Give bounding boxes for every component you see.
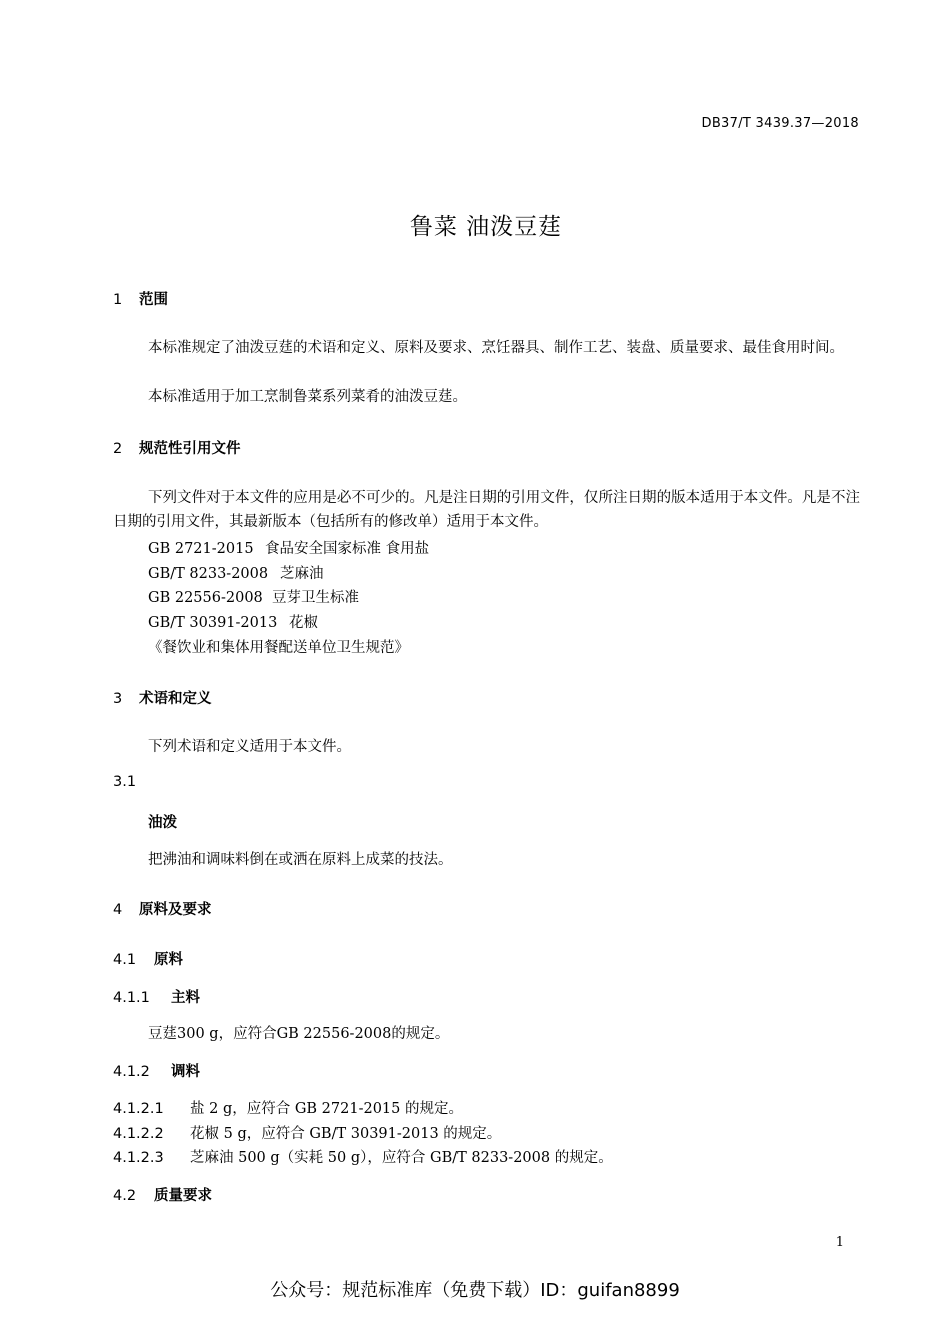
- section-3-number: 3: [113, 691, 123, 707]
- reference-item: [148, 586, 359, 607]
- section-3-heading: [113, 687, 212, 708]
- section-1-paragraph-1: 本标准规定了油泼豆莛的术语和定义、原料及要求、烹饪器具、制作工艺、装盘、质量要求、最佳食用时间。: [148, 340, 844, 356]
- section-4-number: 4: [113, 902, 123, 918]
- clause-4-1-heading: [113, 948, 183, 969]
- section-1-title: 范围: [139, 292, 168, 308]
- reference-name: 食品安全国家标准 食用盐: [265, 541, 430, 557]
- reference-item: [148, 537, 429, 558]
- clause-4-1-2-heading: [113, 1060, 200, 1081]
- section-4-title: 原料及要求: [139, 902, 212, 918]
- section-2-title: 规范性引用文件: [139, 441, 241, 457]
- reference-name: 豆芽卫生标准: [272, 590, 359, 606]
- clause-4-2-heading: [113, 1184, 212, 1205]
- term-definition: 把沸油和调味料倒在或洒在原料上成菜的技法。: [148, 852, 453, 868]
- reference-code: GB 2721-2015: [148, 541, 254, 557]
- reference-name: 芝麻油: [280, 566, 324, 582]
- section-1-number: 1: [113, 292, 123, 308]
- section-4-heading: [113, 898, 212, 919]
- section-2-paragraph-1: 下列文件对于本文件的应用是必不可少的。凡是注日期的引用文件，仅所注日期的版本适用于本文件。凡是不注日期的引用文件，其最新版本（包括所有的修改单）适用于本文件。: [113, 490, 860, 530]
- reference-code: GB/T 8233-2008: [148, 566, 269, 582]
- clause-4-1-2-number: 4.1.2: [113, 1064, 150, 1080]
- section-1-heading: [113, 288, 168, 309]
- reference-code: GB 22556-2008: [148, 590, 263, 606]
- clause-4-2-number: 4.2: [113, 1188, 137, 1204]
- clause-4-1-1-heading: [113, 986, 200, 1007]
- reference-item: [148, 562, 324, 583]
- seasoning-item-text: 花椒 5 g，应符合 GB/T 30391-2013 的规定。: [190, 1126, 502, 1142]
- section-2-number: 2: [113, 441, 123, 457]
- seasoning-item-number: 4.1.2.3: [113, 1150, 164, 1166]
- standard-code: DB37/T 3439.37—2018: [701, 116, 859, 131]
- seasoning-item: [113, 1146, 613, 1167]
- clause-4-1-1-title: 主料: [171, 990, 200, 1006]
- clause-4-1-2-title: 调料: [171, 1064, 200, 1080]
- term-name: 油泼: [148, 815, 177, 831]
- reference-item-regulation: 《餐饮业和集体用餐配送单位卫生规范》: [148, 640, 409, 656]
- page-number: 1: [835, 1235, 844, 1250]
- section-3-title: 术语和定义: [139, 691, 212, 707]
- seasoning-item-text: 盐 2 g，应符合 GB 2721-2015 的规定。: [190, 1101, 463, 1117]
- clause-4-1-1-number: 4.1.1: [113, 990, 150, 1006]
- term-number: 3.1: [113, 774, 137, 790]
- seasoning-item-text: 芝麻油 500 g（实耗 50 g），应符合 GB/T 8233-2008 的规定。: [190, 1150, 613, 1166]
- section-2-heading: [113, 437, 241, 458]
- seasoning-item-number: 4.1.2.1: [113, 1101, 164, 1117]
- footer-watermark: 公众号：规范标准库（免费下载）ID：guifan8899: [270, 1280, 680, 1301]
- clause-4-2-title: 质量要求: [154, 1188, 212, 1204]
- reference-name: 花椒: [289, 615, 318, 631]
- reference-item: [148, 611, 318, 632]
- section-1-paragraph-2: 本标准适用于加工烹制鲁菜系列菜肴的油泼豆莛。: [148, 389, 467, 405]
- seasoning-item: [113, 1097, 463, 1118]
- clause-4-1-1-text: 豆莛300 g，应符合GB 22556-2008的规定。: [148, 1026, 450, 1042]
- reference-code: GB/T 30391-2013: [148, 615, 278, 631]
- clause-4-1-title: 原料: [154, 952, 183, 968]
- seasoning-item-number: 4.1.2.2: [113, 1126, 164, 1142]
- document-title: 鲁菜 油泼豆莛: [409, 214, 563, 240]
- seasoning-item: [113, 1122, 501, 1143]
- clause-4-1-number: 4.1: [113, 952, 137, 968]
- section-3-paragraph-1: 下列术语和定义适用于本文件。: [148, 739, 351, 755]
